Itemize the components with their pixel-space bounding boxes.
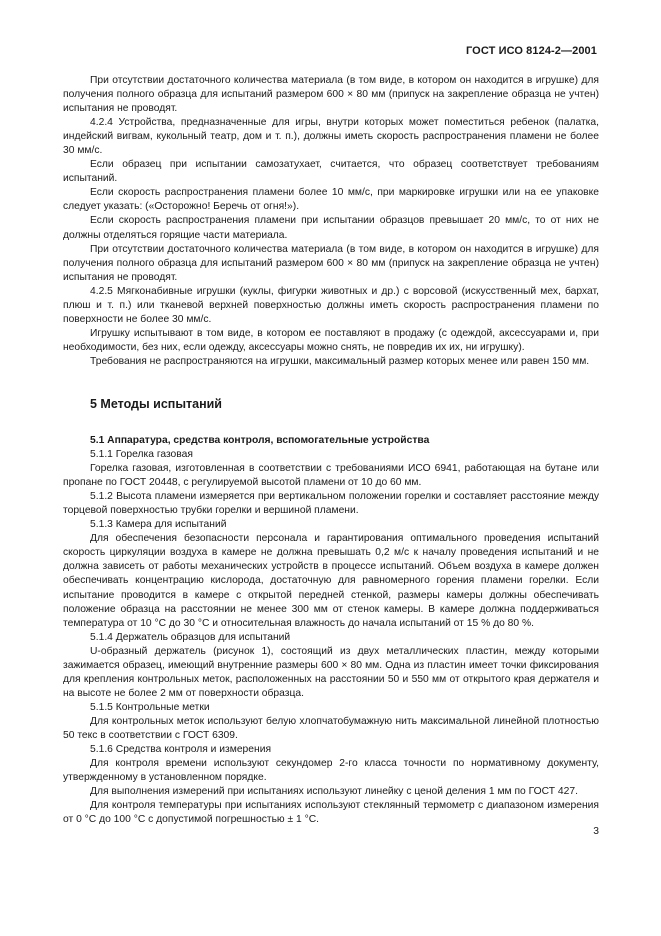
paragraph: 4.2.5 Мягконабивные игрушки (куклы, фигурки животных и др.) с ворсовой (искусственный мех, бархат, плюш и т. п.) или тканевой верхней поверхностью должны иметь скорость распространения пламени по поверхности не более 30 мм/с.: [63, 285, 599, 325]
paragraph: Для контроля времени используют секундомер 2-го класса точности по нормативному документу, утвержденному в установленном порядке.: [63, 758, 599, 784]
paragraph: 4.2.4 Устройства, предназначенные для игры, внутри которых может поместиться ребенок (палатка, индейский вигвам, кукольный театр, дом и т. п.), должны иметь скорость распространения пламени не более 30 мм/с.: [63, 117, 599, 157]
paragraph: Если образец при испытании самозатухает, считается, что образец соответствует требованиям испытаний.: [63, 159, 599, 185]
clause-heading: 5.1.5 Контрольные метки: [90, 701, 210, 713]
clause-heading: 5.1.1 Горелка газовая: [90, 449, 193, 461]
clause-heading: 5.1.6 Средства контроля и измерения: [90, 744, 272, 756]
page-body: [63, 74, 599, 827]
paragraph: U-образный держатель (рисунок 1), состоящий из двух металлических пластин, между которыми зажимается образец, имеющий внутренние размеры 600 × 80 мм. Одна из пластин имеет точки фиксирования для крепления контрольных меток, расположенных на расстоянии 50 и 550 мм от открытого края держателя и на высоте не более 2 мм от поверхности образца.: [63, 645, 599, 699]
clause-heading: 5.1.4 Держатель образцов для испытаний: [90, 631, 291, 643]
paragraph: Для обеспечения безопасности персонала и гарантирования оптимального проведения испытаний скорость циркуляции воздуха в камере не должна превышать 0,2 м/с к началу проведения испытаний и не должна зависеть от работы механических устройств в процессе испытаний. Объем воздуха в камере должен обеспечивать концентрацию кислорода, достаточную для равномерного горения пламени горелки. Если испытание проводится в камере с открытой передней стенкой, размеры камеры должны обеспечивать положение образца на расстоянии не менее 300 мм от стенок камеры. В камере должна поддерживаться температура от 10 °С до 30 °С и относительная влажность до начала испытаний от 15 % до 80 %.: [63, 533, 599, 629]
paragraph: Для контроля температуры при испытаниях используют стеклянный термометр с диапазоном измерения от 0 °С до 100 °С с допустимой погрешностью ± 1 °С.: [63, 800, 599, 826]
paragraph: Если скорость распространения пламени при испытании образцов превышает 20 мм/с, то от них не должны отделяться горящие части материала.: [63, 215, 599, 241]
paragraph: Для выполнения измерений при испытаниях используют линейку с ценой деления 1 мм по ГОСТ 427.: [90, 786, 578, 798]
paragraph: 5.1.2 Высота пламени измеряется при вертикальном положении горелки и составляет расстояние между торцевой поверхностью трубки горелки и вершиной пламени.: [63, 491, 599, 517]
paragraph: При отсутствии достаточного количества материала (в том виде, в котором он находится в игрушке) для получения полного образца для испытаний размером 600 × 80 мм (припуск на закрепление образца не учтен) испытания не проводят.: [63, 243, 599, 283]
subsection-heading: 5.1 Аппаратура, средства контроля, вспомогательные устройства: [90, 434, 430, 446]
paragraph: Требования не распространяются на игрушки, максимальный размер которых менее или равен 150 мм.: [90, 355, 590, 367]
section-heading: 5 Методы испытаний: [90, 396, 222, 411]
page-number: 3: [593, 826, 599, 837]
document-header: ГОСТ ИСО 8124-2—2001: [465, 45, 597, 57]
paragraph: Если скорость распространения пламени более 10 мм/с, при маркировке игрушки или на ее упаковке следует указать: («Осторожно! Беречь от огня!»).: [63, 187, 599, 213]
paragraph: При отсутствии достаточного количества материала (в том виде, в котором он находится в игрушке) для получения полного образца для испытаний размером 600 × 80 мм (припуск на закрепление образца не учтен) испытания не проводят.: [63, 75, 599, 115]
paragraph: Игрушку испытывают в том виде, в котором ее поставляют в продажу (с одеждой, аксессуарами и, при необходимости, без них, если одежду, аксессуары можно снять, не повредив их их, ни игрушку).: [63, 327, 599, 353]
paragraph: Для контрольных меток используют белую хлопчатобумажную нить максимальной линейной плотностью 50 текс в соответствии с ГОСТ 6309.: [63, 715, 599, 741]
paragraph: Горелка газовая, изготовленная в соответствии с требованиями ИСО 6941, работающая на бутане или пропане по ГОСТ 20448, с регулируемой высотой пламени от 10 до 60 мм.: [63, 463, 599, 489]
clause-heading: 5.1.3 Камера для испытаний: [90, 519, 227, 531]
